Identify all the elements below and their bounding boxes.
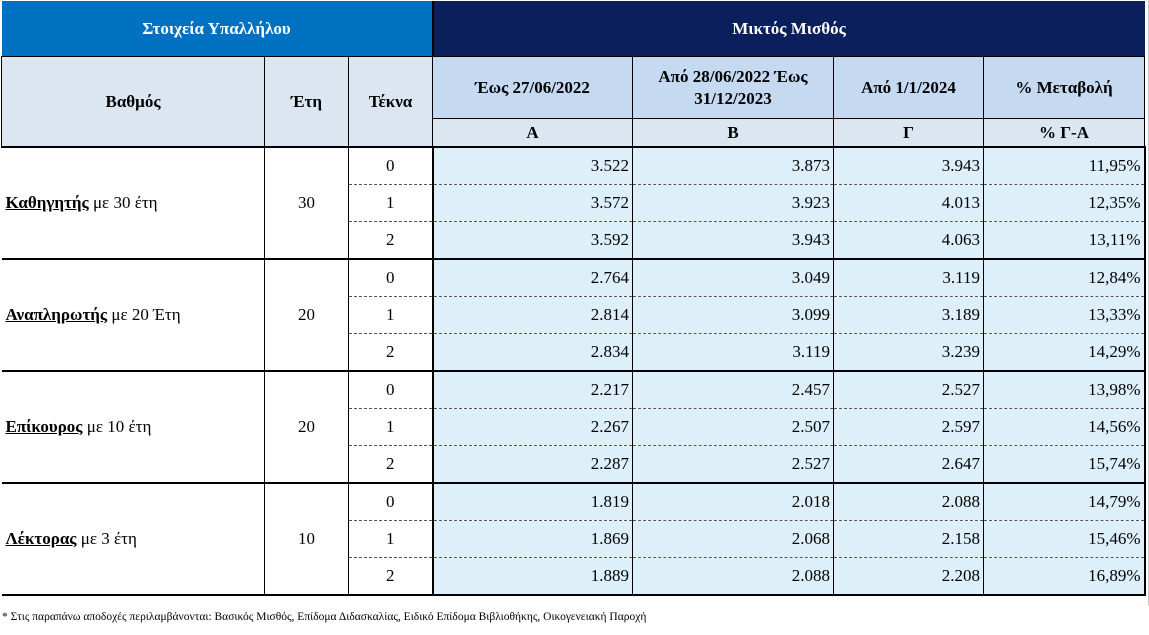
salary-table	[1, 1, 1146, 596]
grade-cell	[2, 147, 265, 259]
change-pct-cell: 15,74%	[984, 446, 1145, 484]
value-b-cell: 3.943	[633, 222, 834, 260]
column-code-a: Α	[433, 119, 633, 148]
value-c-cell: 2.088	[834, 483, 984, 521]
grade-cell	[2, 483, 265, 595]
value-c-cell: 2.647	[834, 446, 984, 484]
column-header-grade: Βαθμός	[2, 57, 265, 148]
children-cell: 2	[349, 558, 433, 596]
value-c-cell: 3.189	[834, 297, 984, 334]
children-cell: 0	[349, 483, 433, 521]
grade-name: Καθηγητής	[5, 193, 89, 212]
column-header-period-c: Από 1/1/2024	[834, 57, 984, 119]
column-header-period-b: Από 28/06/2022 Έως 31/12/2023	[633, 57, 834, 119]
value-a-cell: 3.522	[433, 147, 633, 185]
grade-years-suffix: με 30 έτη	[88, 193, 158, 212]
value-b-cell: 2.068	[633, 521, 834, 558]
children-cell: 0	[349, 371, 433, 409]
value-a-cell: 3.592	[433, 222, 633, 260]
value-b-cell: 3.049	[633, 259, 834, 297]
value-c-cell: 2.527	[834, 371, 984, 409]
column-header-children: Τέκνα	[349, 57, 433, 148]
change-pct-cell: 13,33%	[984, 297, 1145, 334]
value-a-cell: 1.889	[433, 558, 633, 596]
value-a-cell: 2.217	[433, 371, 633, 409]
change-pct-cell: 12,35%	[984, 185, 1145, 222]
value-a-cell: 2.764	[433, 259, 633, 297]
value-a-cell: 1.819	[433, 483, 633, 521]
children-cell: 1	[349, 521, 433, 558]
column-code-change: % Γ-Α	[984, 119, 1145, 148]
children-cell: 2	[349, 222, 433, 260]
value-c-cell: 2.158	[834, 521, 984, 558]
value-a-cell: 2.267	[433, 409, 633, 446]
value-b-cell: 3.119	[633, 334, 834, 372]
children-cell: 0	[349, 259, 433, 297]
table-row	[2, 147, 1145, 185]
gross-salary-header: Μικτός Μισθός	[433, 1, 1145, 57]
column-code-c: Γ	[834, 119, 984, 148]
table-row	[2, 483, 1145, 521]
change-pct-cell: 14,79%	[984, 483, 1145, 521]
value-a-cell: 2.814	[433, 297, 633, 334]
column-header-years: Έτη	[265, 57, 349, 148]
value-b-cell: 3.099	[633, 297, 834, 334]
value-b-cell: 3.923	[633, 185, 834, 222]
column-header-change: % Μεταβολή	[984, 57, 1145, 119]
children-cell: 2	[349, 334, 433, 372]
change-pct-cell: 14,56%	[984, 409, 1145, 446]
years-cell: 20	[265, 259, 349, 371]
change-pct-cell: 14,29%	[984, 334, 1145, 372]
children-cell: 1	[349, 409, 433, 446]
change-pct-cell: 13,11%	[984, 222, 1145, 260]
column-header-period-a: Έως 27/06/2022	[433, 57, 633, 119]
change-pct-cell: 15,46%	[984, 521, 1145, 558]
value-b-cell: 2.018	[633, 483, 834, 521]
children-cell: 1	[349, 297, 433, 334]
grade-cell	[2, 371, 265, 483]
value-c-cell: 2.597	[834, 409, 984, 446]
footnote: * Στις παραπάνω αποδοχές περιλαμβάνονται: Βασικός Μισθός, Επίδομα Διδασκαλίας, Ειδικό Επίδομα Βιβλιοθήκης, Οικογενειακή Παροχή	[2, 611, 647, 623]
change-pct-cell: 13,98%	[984, 371, 1145, 409]
value-a-cell: 2.287	[433, 446, 633, 484]
years-cell: 30	[265, 147, 349, 259]
grade-years-suffix: με 20 Έτη	[107, 305, 181, 324]
value-c-cell: 4.013	[834, 185, 984, 222]
change-pct-cell: 11,95%	[984, 147, 1145, 185]
value-b-cell: 3.873	[633, 147, 834, 185]
value-c-cell: 2.208	[834, 558, 984, 596]
years-cell: 10	[265, 483, 349, 595]
value-b-cell: 2.457	[633, 371, 834, 409]
grade-name: Επίκουρος	[5, 417, 83, 436]
value-c-cell: 3.239	[834, 334, 984, 372]
value-c-cell: 4.063	[834, 222, 984, 260]
grade-cell	[2, 259, 265, 371]
children-cell: 2	[349, 446, 433, 484]
grade-years-suffix: με 10 έτη	[82, 417, 152, 436]
value-b-cell: 2.527	[633, 446, 834, 484]
years-cell: 20	[265, 371, 349, 483]
employee-info-header: Στοιχεία Υπαλλήλου	[2, 1, 433, 57]
table-row	[2, 371, 1145, 409]
change-pct-cell: 12,84%	[984, 259, 1145, 297]
table-row	[2, 259, 1145, 297]
value-b-cell: 2.088	[633, 558, 834, 596]
value-a-cell: 1.869	[433, 521, 633, 558]
change-pct-cell: 16,89%	[984, 558, 1145, 596]
column-code-b: Β	[633, 119, 834, 148]
grade-name: Λέκτορας	[5, 529, 77, 548]
value-c-cell: 3.943	[834, 147, 984, 185]
value-c-cell: 3.119	[834, 259, 984, 297]
grade-years-suffix: με 3 έτη	[76, 529, 137, 548]
value-b-cell: 2.507	[633, 409, 834, 446]
value-a-cell: 2.834	[433, 334, 633, 372]
value-a-cell: 3.572	[433, 185, 633, 222]
children-cell: 0	[349, 147, 433, 185]
children-cell: 1	[349, 185, 433, 222]
grade-name: Αναπληρωτής	[5, 305, 108, 324]
